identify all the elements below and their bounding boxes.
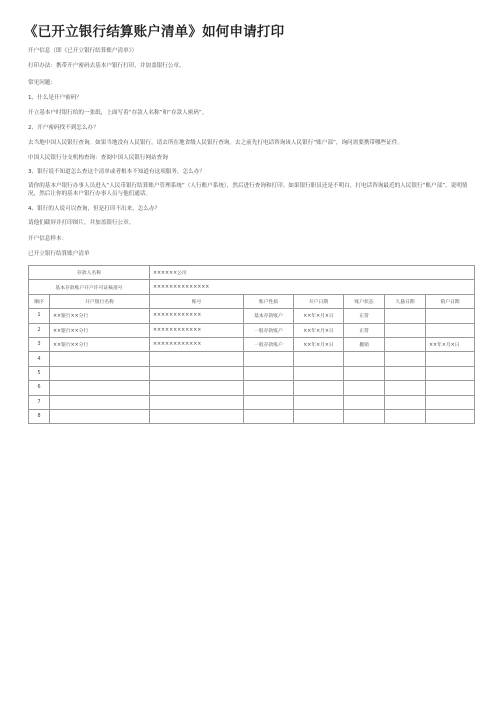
table-cell (150, 352, 244, 366)
table-cell (294, 381, 344, 395)
table-cell: 基本存款账户 (244, 309, 294, 323)
table-cell: 一般存款账户 (244, 323, 294, 337)
depositor-row (29, 266, 475, 280)
table-cell (244, 352, 294, 366)
question-3: 3、银行说不知道怎么查这个清单或者根本不知道有这项服务，怎么办？ (28, 169, 205, 175)
depositor-value: ××××××公司 (150, 266, 475, 280)
account-ledger-table (28, 265, 475, 424)
table-cell (50, 366, 150, 380)
sample-heading: 开户信息样本： (28, 236, 68, 242)
question-1: 1、什么是开户密码？ (28, 95, 82, 101)
table-cell: 撤销 (344, 337, 385, 351)
table-row (29, 352, 475, 366)
table-row (29, 366, 475, 380)
answer-2: 去当地中国人民银行查询。如果当地没有人民银行，请去所在地省级人民银行查询。去之前先打电话咨询该人民银行“账户部”，询问需要携带哪些证件。 (28, 140, 403, 146)
table-cell (426, 409, 475, 423)
table-cell (385, 395, 426, 409)
column-header: 账户状态 (344, 294, 385, 308)
table-cell: 5 (29, 366, 50, 380)
table-cell (244, 395, 294, 409)
column-header: 久悬日期 (385, 294, 426, 308)
answer-3: 请你的基本户银行办事人员进入“人民币银行结算账户管理系统”（人行账户系统），然后进行查询和打印。如果银行职员还是不明白，打电话咨询最近的人民银行“账户部”，说明情况，然后让你的基本户银行办事人员与他们通话。 (28, 183, 468, 198)
column-header: 销户日期 (426, 294, 475, 308)
table-cell: ××银行××分行 (50, 337, 150, 351)
depositor-label: 存款人名称 (29, 266, 150, 280)
column-header: 开户银行名称 (50, 294, 150, 308)
table-cell: ××年×月×日 (426, 337, 475, 351)
table-cell: 2 (29, 323, 50, 337)
column-header: 账号 (150, 294, 244, 308)
table-cell (344, 395, 385, 409)
table-cell: 8 (29, 409, 50, 423)
table-cell (244, 409, 294, 423)
table-row (29, 323, 475, 337)
table-cell: 6 (29, 381, 50, 395)
table-row (29, 309, 475, 323)
table-row (29, 409, 475, 423)
table-cell (150, 409, 244, 423)
table-cell: 3 (29, 337, 50, 351)
table-cell (294, 409, 344, 423)
table-cell: 4 (29, 352, 50, 366)
info-paragraph: 开户信息（即《已开立银行结算账户清单》） (28, 48, 138, 54)
table-cell (50, 381, 150, 395)
table-cell (426, 381, 475, 395)
table-cell (426, 395, 475, 409)
answer-4: 请他们截屏并打印图片，并加盖银行公章。 (28, 220, 135, 226)
table-cell (385, 309, 426, 323)
table-cell (426, 309, 475, 323)
question-4: 4、银行的人说可以查询，但是打印不出来，怎么办？ (28, 206, 161, 212)
table-row (29, 337, 475, 351)
table-row (29, 395, 475, 409)
table-cell (426, 352, 475, 366)
column-header: 开户日期 (294, 294, 344, 308)
column-header: 顺序 (29, 294, 50, 308)
table-cell (426, 366, 475, 380)
question-2: 2、开户密码找不到怎么办？ (28, 125, 99, 131)
table-cell (344, 352, 385, 366)
table-cell (244, 366, 294, 380)
table-cell (385, 352, 426, 366)
table-cell: 正常 (344, 309, 385, 323)
table-cell (150, 395, 244, 409)
column-header: 账户性质 (244, 294, 294, 308)
table-cell: ××年×月×日 (294, 323, 344, 337)
table-cell (385, 337, 426, 351)
table-cell (294, 366, 344, 380)
table-cell (344, 409, 385, 423)
table-cell: ×××××××××××× (150, 323, 244, 337)
table-cell (385, 409, 426, 423)
table-cell (385, 381, 426, 395)
table-cell (50, 395, 150, 409)
table-header-row (29, 294, 475, 308)
table-cell (294, 395, 344, 409)
table-cell: 正常 (344, 323, 385, 337)
table-row (29, 381, 475, 395)
table-cell (150, 366, 244, 380)
table-cell: ×××××××××××× (150, 309, 244, 323)
sample-title: 已开立银行结算账户清单 (28, 251, 90, 257)
table-cell (150, 381, 244, 395)
permit-label: 基本存款账户开户许可证核准号 (29, 280, 150, 294)
table-cell (50, 352, 150, 366)
table-cell: 1 (29, 309, 50, 323)
table-cell (385, 323, 426, 337)
answer-2-branch-query: 中国人民银行分支机构查询：查阅中国人民银行网站查询 (28, 155, 168, 161)
table-cell: ××银行××分行 (50, 323, 150, 337)
table-cell (344, 366, 385, 380)
table-cell (344, 381, 385, 395)
table-cell: ×××××××××××× (150, 337, 244, 351)
table-cell: ××银行××分行 (50, 309, 150, 323)
table-cell (385, 366, 426, 380)
table-cell: 一般存款账户 (244, 337, 294, 351)
table-cell (50, 409, 150, 423)
page-title: 《已开立银行结算账户清单》如何申请打印 (24, 24, 285, 40)
table-cell (244, 381, 294, 395)
table-cell (294, 352, 344, 366)
table-cell: ××年×月×日 (294, 309, 344, 323)
method-paragraph: 打印办法：携带开户密码去基本户银行打印，并加盖银行公章。 (28, 63, 185, 69)
table-cell (426, 323, 475, 337)
table-cell: ××年×月×日 (294, 337, 344, 351)
permit-row (29, 280, 475, 294)
table-cell: 7 (29, 395, 50, 409)
answer-1: 开立基本户时银行给的一张纸，上面写着“存款人名称”和“存款人密码”。 (28, 110, 208, 116)
permit-value: ×××××××××××××× (150, 280, 475, 294)
faq-heading: 常见问题： (28, 80, 56, 86)
